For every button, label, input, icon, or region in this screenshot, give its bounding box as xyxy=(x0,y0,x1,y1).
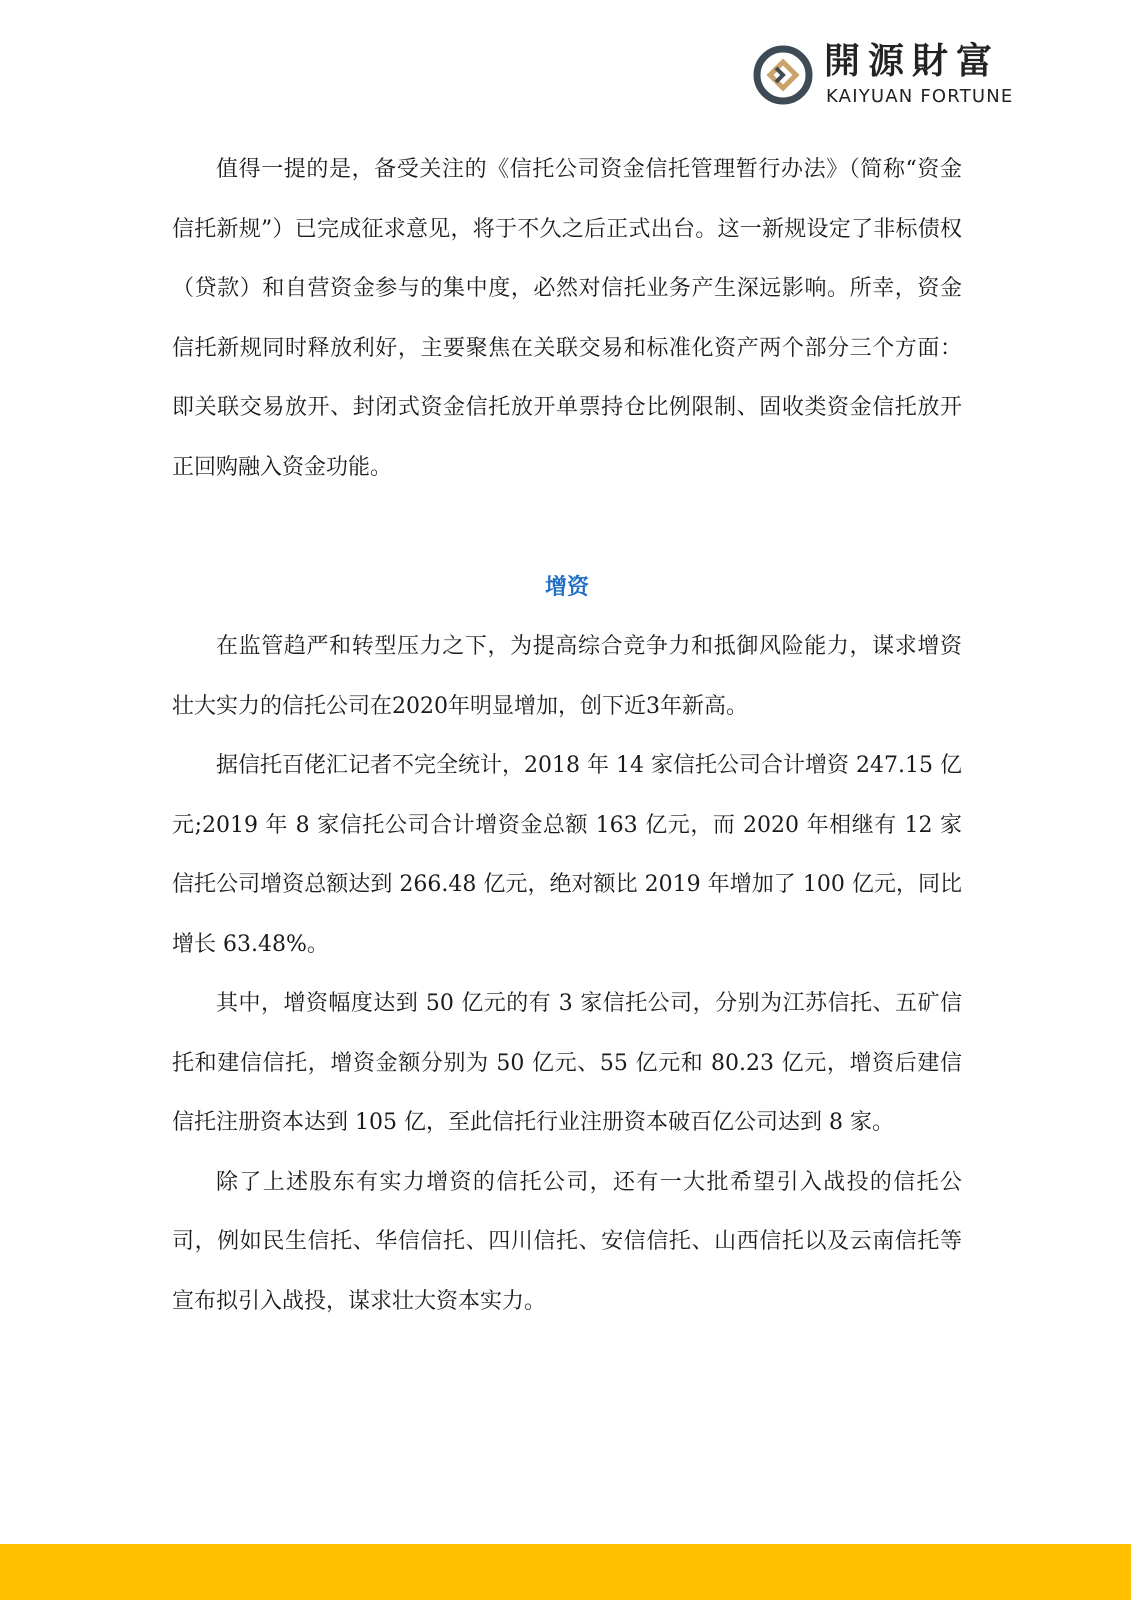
section-spacer xyxy=(172,497,962,557)
paragraph-trust-new-rules: 值得一提的是，备受关注的《信托公司资金信托管理暂行办法》（简称“资金信托新规”）已完成征求意见，将于不久之后正式出台。这一新规设定了非标债权（贷款）和自营资金参与的集中度，必然对信托业务产生深远影响。所幸，资金信托新规同时释放利好，主要聚焦在关联交易和标准化资产两个部分三个方面：即关联交易放开、封闭式资金信托放开单票持仓比例限制、固收类资金信托放开正回购融入资金功能。 xyxy=(172,157,962,480)
logo-english-name: KAIYUAN FORTUNE xyxy=(826,86,1014,107)
logo-chinese-name: 開源財富 xyxy=(824,41,1001,82)
paragraph-capital-increase-stats: 据信托百佬汇记者不完全统计，2018 年 14 家信托公司合计增资 247.15 亿元;2019 年 8 家信托公司合计增资金总额 163 亿元，而 2020 年相继有 12 家信托公司增资总额达到 266.48 亿元，绝对额比 2019 年增加了 100 亿元，同比增长 63.48%。 xyxy=(172,753,962,957)
kaiyuan-logo-icon xyxy=(752,44,814,106)
document-body xyxy=(172,140,962,1331)
paragraph-strategic-investors: 除了上述股东有实力增资的信托公司，还有一大批希望引入战投的信托公司，例如民生信托、华信信托、四川信托、安信信托、山西信托以及云南信托等宣布拟引入战投，谋求壮大资本实力。 xyxy=(172,1169,962,1314)
section-heading-capital-increase: 增资 xyxy=(544,574,589,600)
paragraph-capital-increase-intro: 在监管趋严和转型压力之下，为提高综合竞争力和抵御风险能力，谋求增资壮大实力的信托公司在2020年明显增加，创下近3年新高。 xyxy=(172,634,962,719)
footer-bar xyxy=(0,1544,1131,1600)
company-logo xyxy=(752,40,1052,110)
paragraph-large-capital-increases: 其中，增资幅度达到 50 亿元的有 3 家信托公司，分别为江苏信托、五矿信托和建信信托，增资金额分别为 50 亿元、55 亿元和 80.23 亿元，增资后建信信托注册资本达到 105 亿，至此信托行业注册资本破百亿公司达到 8 家。 xyxy=(172,991,962,1135)
